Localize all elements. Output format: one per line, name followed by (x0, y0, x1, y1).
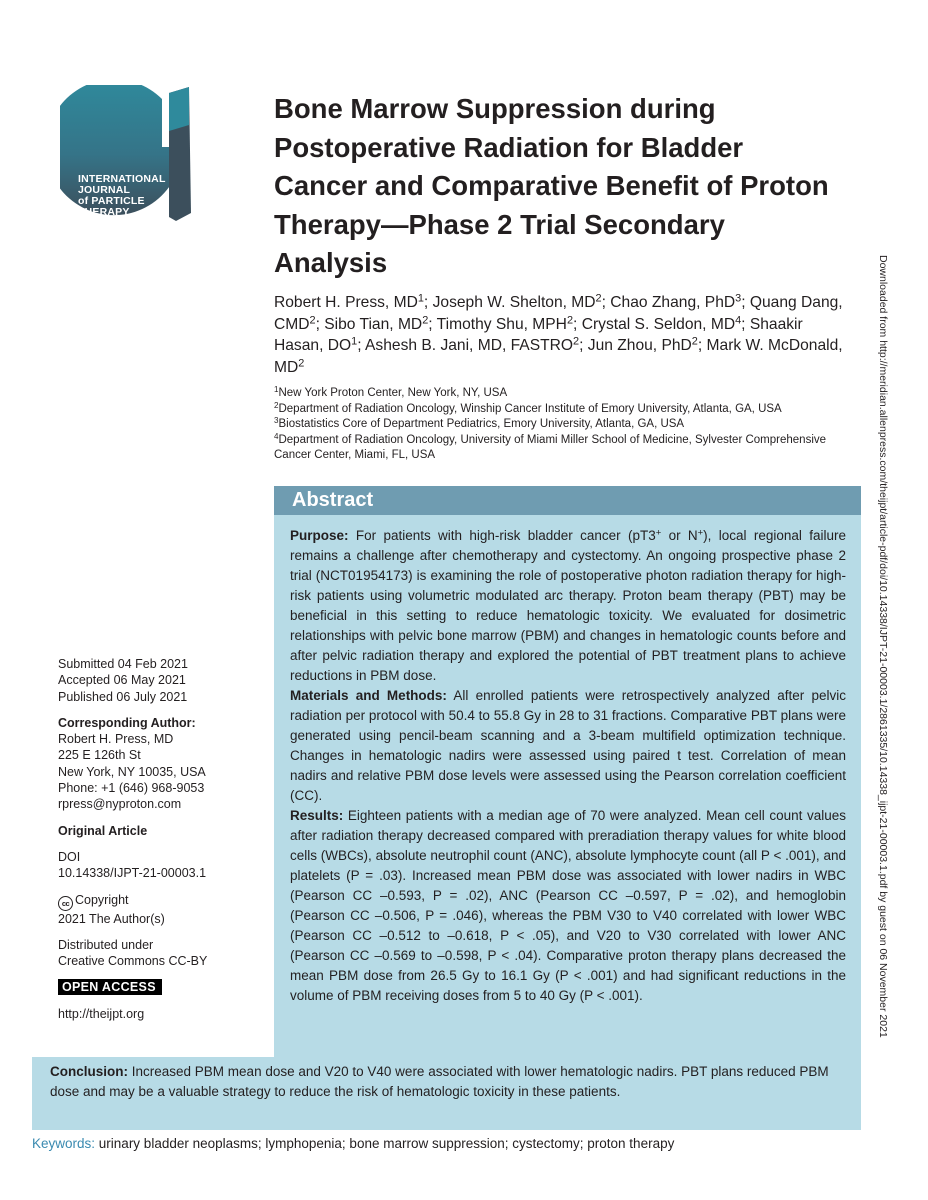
abstract-conclusion (50, 1062, 846, 1102)
keywords-text: urinary bladder neoplasms; lymphopenia; bone marrow suppression; cystectomy; proton therapy (98, 1136, 675, 1151)
author-affiliation-mark: 2 (573, 335, 580, 348)
submitted-date: Submitted 04 Feb 2021 (58, 657, 188, 671)
abstract-text (290, 526, 846, 1006)
open-access-badge: OPEN ACCESS (58, 979, 162, 995)
author-affiliation-mark: 3 (735, 292, 742, 305)
results-label: Results: (290, 808, 344, 823)
abstract-heading: Abstract (292, 489, 374, 511)
corresponding-name: Robert H. Press, MD (58, 732, 174, 747)
author: Crystal S. Seldon, MD (581, 315, 736, 333)
affiliation-number: 3 (274, 415, 279, 425)
published-date: Published 06 July 2021 (58, 689, 188, 704)
affiliation-list (274, 386, 864, 464)
author: Chao Zhang, PhD (610, 294, 736, 311)
corresponding-label: Corresponding Author: (58, 715, 196, 730)
affiliation (274, 402, 864, 418)
license-block (58, 937, 258, 970)
article-type: Original Article (58, 823, 148, 838)
abstract-purpose (290, 526, 846, 686)
author: Robert H. Press, MD (274, 294, 418, 311)
affiliation-number: 4 (274, 431, 279, 441)
affiliation-text: Department of Radiation Oncology, Winship Cancer Institute of Emory University, Atlanta, GA, USA (278, 402, 782, 415)
affiliation (274, 386, 864, 402)
author: Joseph W. Shelton, MD (432, 294, 596, 311)
license-line: Distributed under (58, 937, 154, 952)
author: Sibo Tian, MD (324, 315, 423, 333)
website-block (58, 1006, 258, 1022)
author-affiliation-mark: 2 (595, 292, 602, 305)
dates-block (58, 656, 258, 705)
article-info-sidebar (58, 656, 258, 1032)
article-type-block (58, 823, 258, 839)
conclusion-text: Increased PBM mean dose and V20 to V40 were associated with lower hematologic nadirs. PBT plans reduced PBM dose and may be a valuable strategy to reduce the risk of hematologic toxicity in these patients. (50, 1064, 829, 1099)
purpose-sup: + (697, 527, 704, 539)
article-title: Bone Marrow Suppression during Postoperative Radiation for Bladder Cancer and Comparative Benefit of Proton Therapy—Phase 2 Trial Secondary Analysis (274, 93, 829, 278)
corresponding-author-block (58, 715, 258, 813)
author-affiliation-mark: 1 (351, 335, 358, 348)
purpose-sup: + (655, 527, 662, 539)
author: Jun Zhou, PhD (587, 337, 692, 354)
affiliation-text: New York Proton Center, New York, NY, USA (278, 387, 508, 399)
purpose-label: Purpose: (290, 528, 349, 543)
author: Ashesh B. Jani, MD, FASTRO (365, 337, 574, 354)
affiliation-text: Department of Radiation Oncology, University of Miami Miller School of Medicine, Sylvester Comprehensive Cancer Center, Miami, FL, USA (274, 433, 827, 461)
affiliation-number: 2 (274, 400, 279, 410)
author: Shaakir Hasan, DO (274, 315, 803, 354)
abstract-methods (290, 686, 846, 806)
author: Timothy Shu, MPH (436, 315, 567, 333)
author-affiliation-mark: 2 (309, 314, 316, 327)
author-affiliation-mark: 2 (566, 314, 574, 327)
keywords (32, 1134, 862, 1154)
journal-website-link[interactable]: http://theijpt.org (58, 1006, 145, 1021)
methods-label: Materials and Methods: (290, 688, 447, 703)
doi-block (58, 849, 258, 882)
copyright-block (58, 892, 258, 927)
creative-commons-icon: cc (58, 896, 73, 911)
author-affiliation-mark: 4 (735, 314, 742, 327)
author-affiliation-mark: 2 (691, 335, 698, 348)
journal-logo-text (78, 174, 198, 218)
logo-line: INTERNATIONAL (78, 173, 166, 185)
conclusion-label: Conclusion: (50, 1064, 128, 1079)
methods-text: All enrolled patients were retrospectively analyzed after pelvic radiation per protocol with 50.4 to 55.8 Gy in 28 to 31 fractions. Comparative PBT plans were generated using pencil-beam scanning and a 3-beam multifield optimization technique. Changes in hematologic nadirs were assessed using paired t test. Correlation of mean nadirs and relative PBM dose levels were assessed using the Pearson correlation coefficient (CC). (290, 688, 847, 803)
corresponding-email[interactable]: rpress@nyproton.com (58, 797, 182, 812)
author-affiliation-mark: 2 (422, 314, 429, 327)
author: Quang Dang, CMD (274, 294, 843, 333)
open-access-block (58, 979, 258, 995)
purpose-text-a: For patients with high-risk bladder cancer (pT3 (355, 528, 656, 543)
corresponding-street: 225 E 126th St (58, 748, 141, 763)
copyright-label: Copyright (75, 892, 129, 907)
author-affiliation-mark: 1 (417, 292, 424, 305)
abstract-results (290, 806, 846, 1006)
affiliation (274, 433, 864, 464)
author-list: Robert H. Press, $MD^1$; Joseph W. Shelton, $MD^2$; Chao Zhang, PhD$^3$; Quang Dang, CMD$^2$; Sibo Tian, $MD^2$; Timothy Shu, MPH$^2$; Crystal S. Seldon, $MD^4$; Shaakir Hasan, $DO^1$; Ashesh B. Jani, MD, FASTRO$^2$; Jun Zhou, PhD$^2$; Mark W. McDonald, $MD^2$ (274, 292, 843, 376)
affiliation-number: 1 (274, 384, 279, 394)
affiliation-text: Biostatistics Core of Department Pediatrics, Emory University, Atlanta, GA, USA (278, 418, 685, 430)
doi-value[interactable]: 10.14338/IJPT-21-00003.1 (58, 866, 207, 881)
keywords-label: Keywords: (32, 1136, 96, 1151)
logo-line: JOURNAL (78, 184, 131, 196)
corresponding-phone: Phone: +1 (646) 968-9053 (58, 781, 205, 796)
results-text: Eighteen patients with a median age of 70 were analyzed. Mean cell count values after radiation therapy decreased compared with preradiation therapy values for white blood cells (WBCs), absolute neutrophil count (ANC), absolute lymphocyte count (all P < .001), and platelets (P = .03). Increased mean PBM dose was associated with lower nadirs in WBC (Pearson CC –0.593, P = .02), ANC (Pearson CC –0.597, P = .02), and hemoglobin (Pearson CC –0.506, P = .046), whereas the PBM V30 to V40 correlated with lower WBC (Pearson CC –0.512 to –0.618, P < .05), and V20 to V30 correlated with lower ANC (Pearson CC –0.569 to –0.598, P < .04). Comparative proton therapy plans decreased the mean PBM dose from 26.5 Gy to 16.1 Gy (P < .001) and had significant reductions in the volume of PBM receiving doses from 5 to 40 Gy (P < .001). (290, 808, 846, 1003)
doi-label: DOI (58, 849, 81, 864)
logo-line: of PARTICLE (78, 195, 145, 207)
author-affiliation-mark: 2 (298, 357, 305, 370)
license-line: Creative Commons CC-BY (58, 954, 208, 969)
logo-line: THERAPY (78, 206, 130, 218)
abstract-header (274, 486, 861, 515)
copyright-line: 2021 The Author(s) (58, 911, 165, 926)
corresponding-city: New York, NY 10035, USA (58, 764, 206, 779)
download-note: Downloaded from http://meridian.allenpress.com/theijpt/article-pdf/doi/10.14338/IJPT-21-00003.1/2861335/10.14338_ijpt-21-00003.1.pdf by guest on 06 November 2021 (877, 255, 889, 1038)
author: Mark W. McDonald, MD (274, 337, 843, 376)
purpose-text-b: or N (661, 528, 698, 543)
purpose-text-c: ), local regional failure remains a challenge after chemotherapy and cystectomy. An ongoing prospective phase 2 trial (NCT01954173) is examining the role of postoperative photon radiation therapy for high-risk patients using volumetric modulated arc therapy. Proton beam therapy (PBT) may be beneficial in this setting to reduce hematologic toxicity. We evaluated for dosimetric relationships with pelvic bone marrow (PBM) and changes in hematologic counts before and after pelvic radiation therapy and explored the potential of PBT treatment plans to achieve reductions in PBM dose. (290, 528, 846, 683)
accepted-date: Accepted 06 May 2021 (58, 673, 186, 688)
affiliation (274, 417, 864, 433)
